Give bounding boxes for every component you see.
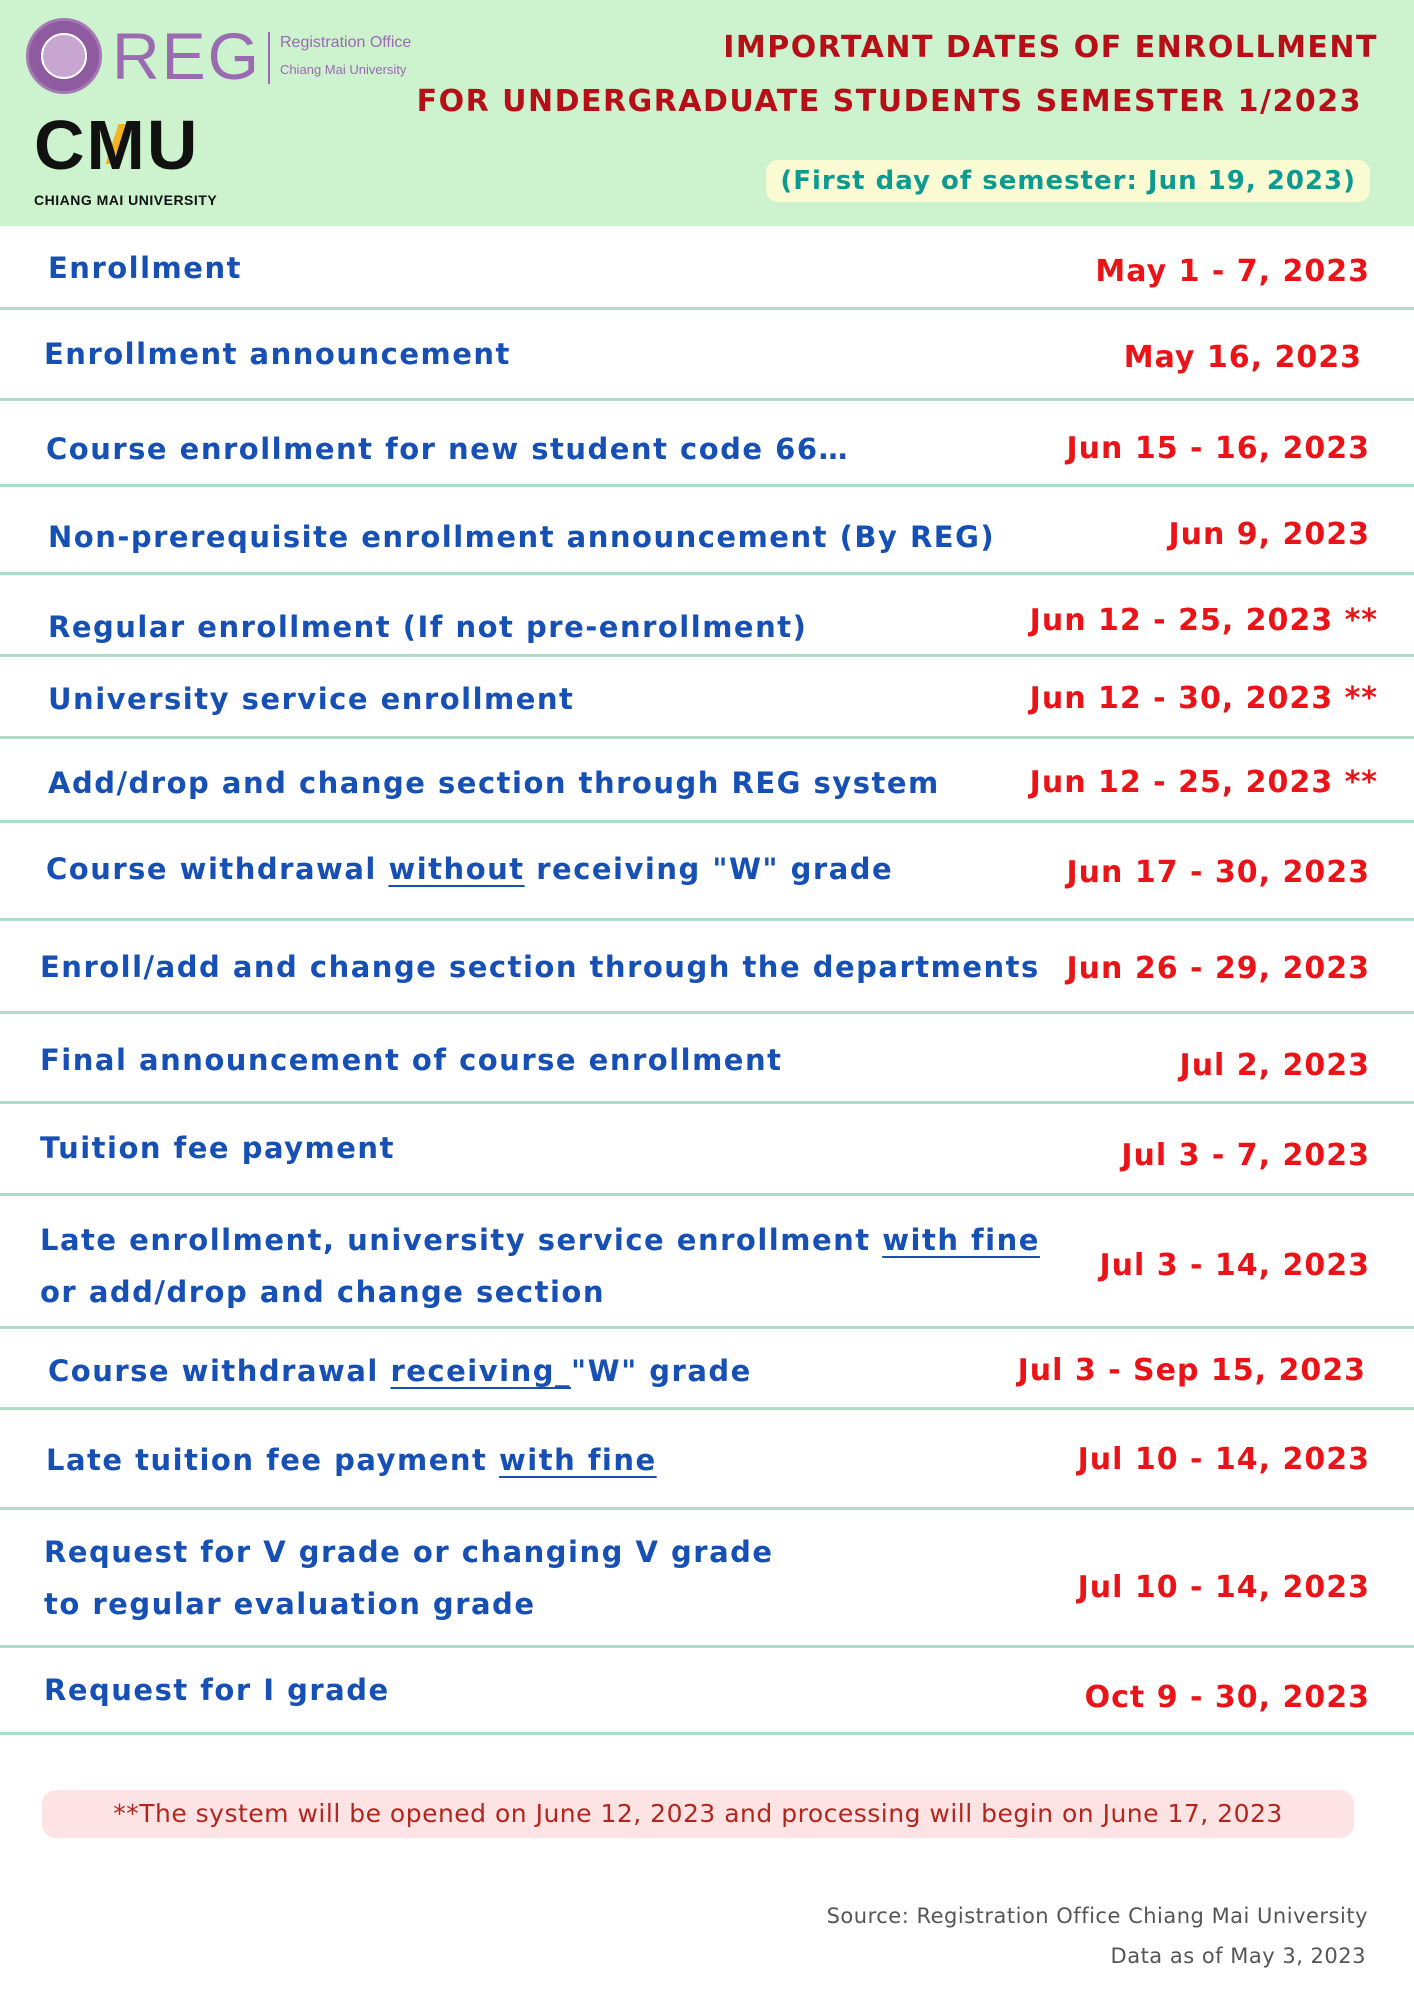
row-label: Late tuition fee payment with fine [46, 1443, 657, 1477]
row-label: Final announcement of course enrollment [40, 1043, 783, 1077]
row-label: Add/drop and change section through REG system [48, 766, 940, 800]
row-label: Course withdrawal without receiving "W" grade [46, 852, 894, 886]
date-row-new-student-enrollment [0, 401, 1414, 487]
row-date: Jul 3 - 7, 2023 [1121, 1138, 1370, 1173]
source-text: Source: Registration Office Chiang Mai University [826, 1904, 1368, 1928]
date-row-withdrawal-without-w [0, 823, 1414, 921]
row-label: Enrollment [48, 251, 242, 285]
data-as-of-text: Data as of May 3, 2023 [1110, 1944, 1366, 1968]
row-label: Course enrollment for new student code 66… [46, 432, 850, 466]
row-label: Enrollment announcement [44, 337, 511, 371]
row-date: Jul 3 - 14, 2023 [1099, 1248, 1370, 1283]
row-date: Jul 2, 2023 [1179, 1048, 1370, 1083]
date-row-enrollment-announcement [0, 310, 1414, 401]
cmu-name: CHIANG MAI UNIVERSITY [34, 192, 218, 208]
date-row-withdrawal-receiving-w [0, 1329, 1414, 1410]
first-day-badge: (First day of semester: Jun 19, 2023) [766, 160, 1370, 202]
date-row-tuition-fee [0, 1104, 1414, 1196]
row-label: Non-prerequisite enrollment announcement (By REG) [48, 520, 996, 554]
date-row-regular-enrollment [0, 575, 1414, 657]
row-date: Jul 10 - 14, 2023 [1077, 1570, 1370, 1605]
date-row-departments [0, 921, 1414, 1014]
row-date: Jun 12 - 25, 2023 ** [1029, 765, 1378, 800]
row-date: Jun 15 - 16, 2023 [1066, 431, 1370, 466]
row-label: Request for V grade or changing V grade [44, 1535, 774, 1569]
reg-office-label: Registration Office [280, 34, 412, 51]
date-row-add-drop-reg [0, 739, 1414, 823]
date-row-enrollment [0, 226, 1414, 310]
header-banner [0, 0, 1414, 226]
row-date: Oct 9 - 30, 2023 [1084, 1680, 1370, 1715]
date-row-late-enrollment [0, 1196, 1414, 1329]
cmu-logo: CMU [34, 106, 200, 184]
row-label: University service enrollment [48, 682, 575, 716]
page-title-line-1: IMPORTANT DATES OF ENROLLMENT [723, 30, 1378, 65]
footnote-banner: **The system will be opened on June 12, 2023 and processing will begin on June 17, 2023 [42, 1790, 1354, 1838]
cmu-seal-icon [26, 18, 102, 94]
row-date: Jul 10 - 14, 2023 [1077, 1442, 1370, 1477]
row-label: Late enrollment, university service enrollment with fine [40, 1223, 1040, 1257]
row-date: Jun 12 - 30, 2023 ** [1029, 681, 1378, 716]
row-date: Jun 17 - 30, 2023 [1066, 855, 1370, 890]
row-label-line-2: to regular evaluation grade [44, 1587, 536, 1621]
row-date: Jun 12 - 25, 2023 ** [1029, 603, 1378, 638]
reg-logo-divider [268, 32, 270, 84]
reg-university-label: Chiang Mai University [280, 62, 407, 77]
row-label: Request for I grade [44, 1673, 390, 1707]
date-row-i-grade [0, 1648, 1414, 1735]
row-label: Regular enrollment (If not pre-enrollment) [48, 610, 808, 644]
reg-logo: REG [112, 19, 262, 93]
date-row-university-service [0, 657, 1414, 739]
row-label: Course withdrawal receiving_"W" grade [48, 1354, 752, 1388]
row-label: Enroll/add and change section through the departments [40, 950, 1040, 984]
row-date: May 1 - 7, 2023 [1095, 254, 1370, 289]
date-row-final-announcement [0, 1014, 1414, 1104]
row-date: Jun 9, 2023 [1168, 517, 1370, 552]
date-row-non-prerequisite [0, 487, 1414, 575]
date-row-late-tuition [0, 1410, 1414, 1510]
row-date: May 16, 2023 [1123, 340, 1362, 375]
row-label: Tuition fee payment [40, 1131, 395, 1165]
row-date: Jun 26 - 29, 2023 [1066, 951, 1370, 986]
row-date: Jul 3 - Sep 15, 2023 [1017, 1353, 1366, 1388]
row-label-line-2: or add/drop and change section [40, 1275, 605, 1309]
page-title-line-2: FOR UNDERGRADUATE STUDENTS SEMESTER 1/2023 [416, 84, 1362, 119]
date-row-v-grade [0, 1510, 1414, 1648]
